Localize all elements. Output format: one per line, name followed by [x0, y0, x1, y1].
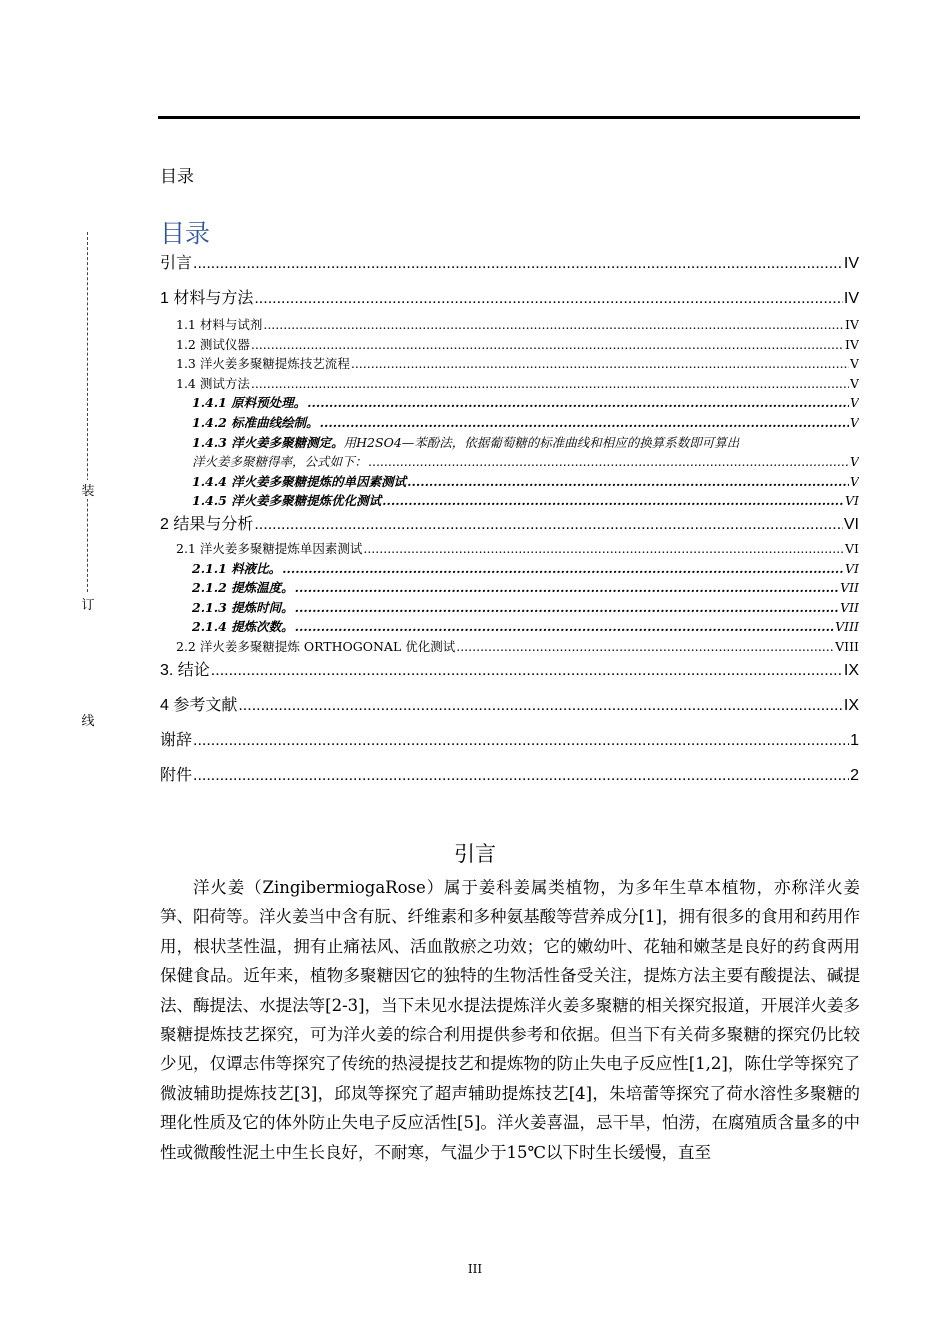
- toc-entry[interactable]: [160, 692, 859, 716]
- body-text: [160, 873, 860, 1167]
- toc-entry-title: 2.1.3 提炼时间。: [192, 599, 294, 615]
- toc-entry[interactable]: [160, 598, 859, 618]
- toc-entry-title: 1.3 洋火姜多聚糖提炼技艺流程: [176, 356, 350, 372]
- toc-entry-title: 1.4.2 标准曲线绘制。: [192, 414, 319, 430]
- toc-entry[interactable]: [160, 354, 859, 374]
- toc-entry-title: 2.1.1 料液比。: [192, 560, 282, 576]
- toc-entry-title-continuation: 洋火姜多聚糖得率，公式如下：: [192, 454, 368, 470]
- toc-entry-title: 附件: [160, 766, 193, 784]
- toc-entry-page: 1: [850, 731, 859, 749]
- toc-entry-page: VIII: [835, 619, 859, 635]
- toc-heading: 目录: [160, 219, 211, 248]
- toc-entry-title: 1.2 测试仪器: [176, 336, 250, 352]
- toc-entry-title: 谢辞: [160, 731, 193, 749]
- toc-entry-page: VIII: [835, 638, 859, 654]
- running-header-title: 目录: [160, 167, 194, 187]
- toc-entry-page: V: [849, 414, 859, 430]
- toc-entry-title: 2 结果与分析: [160, 515, 254, 533]
- toc-entry-continuation[interactable]: [160, 452, 859, 472]
- toc-entry[interactable]: [160, 578, 859, 598]
- toc-entry[interactable]: [160, 374, 859, 394]
- toc-entry[interactable]: [160, 657, 859, 681]
- toc-entry[interactable]: [160, 727, 859, 751]
- toc-entry-title: 2.2 洋火姜多聚糖提炼 ORTHOGONAL 优化测试: [176, 638, 456, 654]
- toc-entry[interactable]: [160, 559, 859, 579]
- toc-entry-title: 1.4.1 原料预处理。: [192, 395, 307, 411]
- toc-entry[interactable]: [160, 335, 859, 355]
- toc-entry-page: V: [849, 356, 859, 372]
- toc-entry-title: 2.1 洋火姜多聚糖提炼单因素测试: [176, 540, 363, 556]
- toc-entry[interactable]: [160, 762, 859, 786]
- toc-entry-title: 引言: [160, 255, 193, 272]
- section-title: 引言: [454, 842, 496, 866]
- toc-entry-page: VII: [840, 580, 859, 596]
- toc-entry[interactable]: [160, 637, 859, 657]
- toc-entry[interactable]: [160, 511, 859, 535]
- toc-entry[interactable]: [160, 491, 859, 511]
- binding-dashed-line: [87, 232, 88, 602]
- toc-entry-title: 1.4.5 洋火姜多聚糖提炼优化测试: [192, 493, 382, 509]
- toc-entry[interactable]: [160, 539, 859, 559]
- toc-entry-page: IV: [843, 255, 859, 272]
- toc-entry-title: 1.4 测试方法: [176, 375, 250, 391]
- page-number: III: [467, 1262, 483, 1276]
- body-paragraph: 洋火姜（ZingibermiogaRose）属于姜科姜属类植物，为多年生草本植物，亦称洋火姜笋、阳荷等。洋火姜当中含有朊、纤维素和多种氨基酸等营养成分[1]，拥有很多的食用和药用作用，根状茎性温，拥有止痛祛风、活血散瘀之功效；它的嫩幼叶、花轴和嫩茎是良好的药食两用保健食品。近年来，植物多聚糖因它的独特的生物活性备受关注，提炼方法主要有酸提法、碱提法、酶提法、水提法等[2-3]，当下未见水提法提炼洋火姜多聚糖的相关探究报道，开展洋火姜多聚糖提炼技艺探究，可为洋火姜的综合利用提供参考和依据。但当下有关荷多聚糖的探究仍比较少见，仅谭志伟等探究了传统的热浸提技艺和提炼物的防止失电子反应性[1,2]，陈仕学等探究了微波辅助提炼技艺[3]，邱岚等探究了超声辅助提炼技艺[4]，朱培蕾等探究了荷水溶性多聚糖的理化性质及它的体外防止失电子反应活性[5]。洋火姜喜温，忌干旱，怕涝，在腐殖质含量多的中性或微酸性泥土中生长良好，不耐寒，气温少于15℃以下时生长缓慢，直至: [160, 878, 860, 1162]
- toc-entry-page: VI: [845, 540, 859, 556]
- toc-entry-page: V: [849, 375, 859, 391]
- toc-entry[interactable]: [160, 285, 859, 309]
- toc-entry-page: VI: [843, 515, 859, 533]
- toc-entry-page: VII: [840, 599, 859, 615]
- header-rule: [158, 116, 860, 119]
- toc-entry[interactable]: [160, 315, 859, 335]
- toc-entry-title-extra: 用H2SO4—苯酚法，依据葡萄糖的标准曲线和相应的换算系数即可算出: [343, 434, 740, 450]
- toc-entry-page: V: [849, 473, 859, 489]
- toc-entry-title: 2.1.4 提炼次数。: [192, 619, 294, 635]
- toc-entry[interactable]: [160, 413, 859, 433]
- binding-line: [81, 232, 95, 729]
- binding-char-ding: 订: [80, 594, 96, 613]
- table-of-contents: [160, 250, 859, 786]
- toc-entry-page: IV: [845, 336, 859, 352]
- toc-entry[interactable]: [160, 617, 859, 637]
- toc-entry-page: IV: [845, 317, 859, 332]
- toc-entry-title: 1.4.4 洋火姜多聚糖提炼的单因素测试: [192, 473, 407, 489]
- toc-entry-page: V: [849, 395, 859, 411]
- toc-entry-page: 2: [850, 766, 859, 784]
- binding-char-xian: 线: [80, 710, 96, 729]
- toc-entry[interactable]: [160, 250, 859, 274]
- toc-entry-page: IX: [843, 661, 859, 679]
- toc-entry-page: IV: [843, 290, 859, 307]
- toc-entry-page: VI: [845, 560, 859, 576]
- toc-entry-title: 1 材料与方法: [160, 290, 254, 307]
- toc-entry-page: IX: [843, 696, 859, 714]
- toc-entry[interactable]: [160, 472, 859, 492]
- toc-entry-title: 1.4.3 洋火姜多聚糖测定。: [192, 434, 344, 450]
- toc-entry-page: V: [849, 454, 859, 470]
- toc-entry-title: 2.1.2 提炼温度。: [192, 580, 294, 596]
- toc-entry-title: 1.1 材料与试剂: [176, 317, 263, 332]
- toc-entry-title: 3. 结论: [160, 661, 210, 679]
- toc-entry[interactable]: [160, 433, 859, 453]
- toc-entry-page: VI: [845, 493, 859, 509]
- toc-entry[interactable]: [160, 393, 859, 413]
- toc-entry-title: 4 参考文献: [160, 696, 238, 714]
- binding-char-zhuang: 装: [80, 480, 96, 499]
